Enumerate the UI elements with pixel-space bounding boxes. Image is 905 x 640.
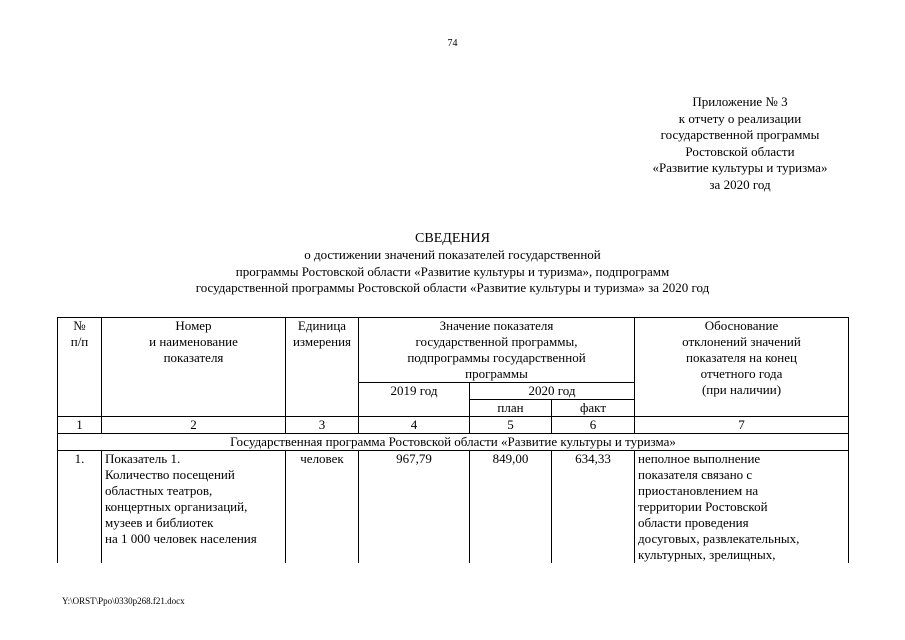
indicator-name-line: областных театров, [105, 483, 213, 498]
header-text: отчетного года [700, 366, 783, 381]
row-plan-2020: 849,00 [470, 451, 552, 564]
justification-line: приостановлением на [638, 483, 759, 498]
header-text: отклонений значений [682, 334, 801, 349]
page-number: 74 [447, 38, 458, 49]
indicator-name-line: Показатель 1. [105, 451, 181, 466]
header-text: Значение показателя [439, 318, 554, 333]
header-fact: факт [552, 400, 635, 417]
header-justification [635, 318, 849, 417]
appendix-line: государственной программы [660, 127, 820, 142]
table-row [58, 451, 849, 564]
row-unit: человек [286, 451, 359, 564]
justification-line: территории Ростовской [638, 499, 768, 514]
header-text: Номер [175, 318, 212, 333]
header-unit [286, 318, 359, 417]
indicator-name-line: на 1 000 человек населения [105, 531, 257, 546]
appendix-block [630, 94, 850, 193]
column-index: 4 [359, 417, 470, 434]
header-text: п/п [70, 334, 89, 349]
header-text: подпрограммы государственной [407, 350, 586, 365]
header-text: № [73, 318, 86, 333]
indicator-name-line: концертных организаций, [105, 499, 248, 514]
indicator-name-line: Количество посещений [105, 467, 235, 482]
column-index: 1 [58, 417, 102, 434]
file-path-footer: Y:\ORST\Ppo\0330p268.f21.docx [62, 596, 185, 606]
header-text: государственной программы, [415, 334, 578, 349]
column-index: 3 [286, 417, 359, 434]
heading-line: программы Ростовской области «Развитие культуры и туризма», подпрограмм [235, 263, 670, 279]
indicators-table [57, 317, 849, 563]
indicator-name-line: музеев и библиотек [105, 515, 214, 530]
column-index: 7 [635, 417, 849, 434]
appendix-line: к отчету о реализации [678, 110, 802, 126]
header-text: (при наличии) [701, 382, 782, 397]
row-value-2019: 967,79 [359, 451, 470, 564]
row-justification [635, 451, 849, 564]
header-text: и наименование [149, 334, 238, 349]
appendix-line: Ростовской области [685, 143, 795, 159]
justification-line: показателя связано с [638, 467, 753, 482]
header-text: показателя на конец [686, 350, 797, 365]
justification-line: культурных, зрелищных, [638, 547, 776, 562]
section-row [58, 434, 849, 451]
header-text: программы [465, 366, 528, 381]
heading-line: государственной программы Ростовской области «Развитие культуры и туризма» за 2020 год [195, 280, 710, 295]
column-index-row [58, 417, 849, 434]
row-num: 1. [58, 451, 102, 564]
justification-line: досуговых, развлекательных, [638, 531, 800, 546]
justification-line: области проведения [638, 515, 749, 530]
row-indicator-name [102, 451, 286, 564]
row-fact-2020: 634,33 [552, 451, 635, 564]
header-num [58, 318, 102, 417]
header-text: измерения [292, 334, 352, 349]
column-index: 5 [470, 417, 552, 434]
justification-line: неполное выполнение [638, 451, 761, 466]
header-name [102, 318, 286, 417]
header-plan: план [470, 400, 552, 417]
header-value [359, 318, 635, 383]
appendix-line: Приложение № 3 [692, 94, 788, 109]
appendix-line: за 2020 год [709, 176, 771, 192]
header-year-2019: 2019 год [359, 383, 470, 417]
header-year-2020: 2020 год [470, 383, 635, 400]
document-title: СВЕДЕНИЯ [415, 231, 490, 246]
header-text: Единица [297, 318, 347, 333]
column-index: 6 [552, 417, 635, 434]
header-text: Обоснование [704, 318, 779, 333]
document-heading [0, 230, 905, 297]
header-text: показателя [163, 350, 224, 365]
column-index: 2 [102, 417, 286, 434]
heading-line: о достижении значений показателей государственной [304, 247, 601, 262]
appendix-line: «Развитие культуры и туризма» [652, 160, 828, 175]
section-title: Государственная программа Ростовской области «Развитие культуры и туризма» [58, 434, 849, 451]
